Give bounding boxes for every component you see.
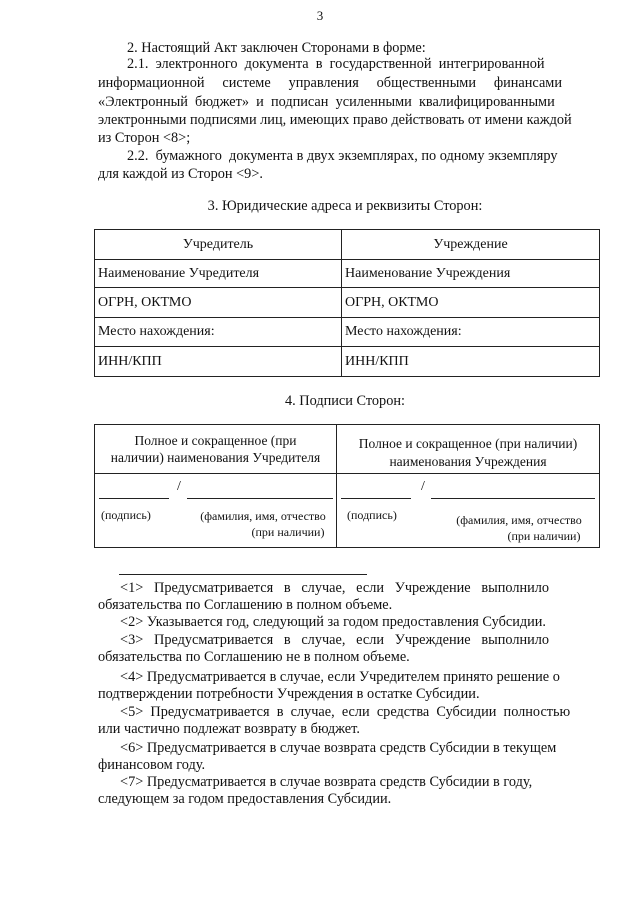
p21-line-1: 2.1. электронного документа в государственной интегрированной — [127, 56, 545, 72]
founder-sign-header: Полное и сокращенное (при наличии) наименования Учредителя — [110, 433, 321, 465]
footnote-5-line-1: <5> Предусматривается в случае, если средства Субсидии полностью — [120, 704, 571, 720]
footnote-separator — [119, 574, 367, 575]
p21-line-2: информационной системе управления общественными финансами — [98, 75, 562, 91]
founder-sign-label: (подпись) — [101, 508, 151, 522]
footnote-7-line-1: <7> Предусматривается в случае возврата средств Субсидии в году, — [120, 774, 533, 790]
founder-address-cell: Место нахождения: — [95, 318, 342, 347]
page-number: 3 — [316, 8, 324, 23]
founder-fio-label: (фамилия, имя, отчество (при наличии) — [200, 509, 326, 539]
header-founder: Учредитель — [95, 230, 342, 260]
institution-name-cell: Наименование Учреждения — [342, 260, 600, 288]
institution-sign-header: Полное и сокращенное (при наличии) наименования Учреждения — [358, 436, 578, 469]
header-institution: Учреждение — [342, 230, 600, 260]
requisites-table — [94, 229, 600, 377]
p22-line-1: 2.2. бумажного документа в двух экземплярах, по одному экземпляру — [127, 148, 558, 164]
footnote-7-line-2: следующем за годом предоставления Субсидии. — [98, 791, 392, 807]
institution-fio-label: (фамилия, имя, отчество (при наличии) — [456, 513, 582, 543]
section2-intro: 2. Настоящий Акт заключен Сторонами в форме: — [127, 40, 426, 56]
footnote-4-line-2: подтверждении потребности Учреждения в остатке Субсидии. — [98, 686, 480, 702]
p22-line-2: для каждой из Сторон <9>. — [98, 166, 263, 182]
founder-slash: / — [177, 479, 181, 494]
footnote-2-line-1: <2> Указывается год, следующий за годом предоставления Субсидии. — [120, 614, 546, 630]
footnote-3-line-1: <3> Предусматривается в случае, если Учреждение выполнило — [120, 632, 550, 648]
footnote-1-line-2: обязательства по Соглашению в полном объеме. — [98, 597, 393, 613]
footnote-6-line-1: <6> Предусматривается в случае возврата средств Субсидии в текущем — [120, 740, 557, 756]
footnote-4-line-1: <4> Предусматривается в случае, если Учредителем принято решение о — [120, 669, 560, 685]
footnote-3-line-2: обязательства по Соглашению не в полном объеме. — [98, 649, 410, 665]
p21-line-5: из Сторон <8>; — [98, 130, 191, 146]
institution-sign-line — [341, 498, 411, 499]
signatures-table — [94, 424, 600, 548]
institution-slash: / — [421, 479, 425, 494]
institution-ogrn-cell: ОГРН, ОКТМО — [342, 288, 600, 318]
institution-inn-cell: ИНН/КПП — [342, 347, 600, 377]
founder-ogrn-cell: ОГРН, ОКТМО — [95, 288, 342, 318]
section3-title: 3. Юридические адреса и реквизиты Сторон: — [207, 198, 483, 214]
founder-fio-line — [187, 498, 333, 499]
founder-inn-cell: ИНН/КПП — [95, 347, 342, 377]
footnote-5-line-2: или частично подлежат возврату в бюджет. — [98, 721, 360, 737]
section4-title: 4. Подписи Сторон: — [285, 393, 405, 409]
institution-sign-label: (подпись) — [347, 508, 397, 522]
p21-line-4: электронными подписями лиц, имеющих право действовать от имени каждой — [98, 112, 572, 128]
institution-fio-line — [431, 498, 595, 499]
founder-name-cell: Наименование Учредителя — [95, 260, 342, 288]
footnote-6-line-2: финансовом году. — [98, 757, 206, 773]
p21-line-3: «Электронный бюджет» и подписан усиленными квалифицированными — [98, 94, 555, 110]
institution-address-cell: Место нахождения: — [342, 318, 600, 347]
footnote-1-line-1: <1> Предусматривается в случае, если Учреждение выполнило — [120, 580, 550, 596]
founder-sign-line — [99, 498, 169, 499]
